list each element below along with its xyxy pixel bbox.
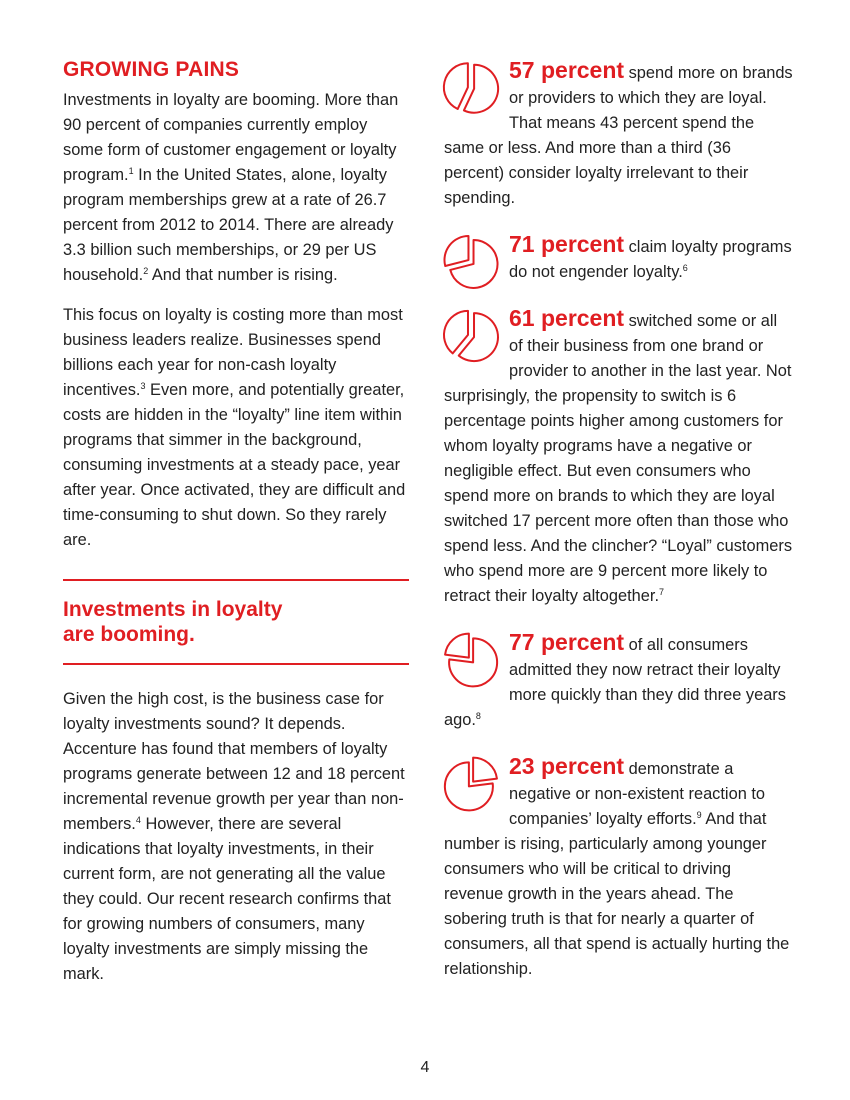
footnote-ref: 2 <box>143 266 149 276</box>
stat-text: spend more on brands or providers to which they are loyal. That means 43 percent spend the same or less. And more than a third (36 percent) consider loyalty irrelevant to their spending. <box>444 64 793 207</box>
text-run: In the United States, alone, loyalty program memberships grew at a rate of 26.7 percent from 2012 to 2014. There are already 3.3 billion such memberships, or 29 per US household. <box>63 166 394 284</box>
pie-slice-highlight <box>450 240 497 288</box>
stat-item <box>444 630 794 733</box>
pie-chart-icon <box>441 306 501 366</box>
footnote-ref: 8 <box>475 711 481 721</box>
right-column <box>444 58 794 1003</box>
left-column <box>63 58 409 1002</box>
pie-chart-icon <box>441 630 501 690</box>
section-heading: GROWING PAINS <box>63 58 240 81</box>
stat-item <box>444 306 794 609</box>
footnote-ref: 4 <box>135 815 141 825</box>
text-run: This focus on loyalty is costing more than most business leaders realize. Businesses spend billions each year for non-cash loyalty incentives. <box>63 306 403 399</box>
stat-number: 23 percent <box>509 753 625 779</box>
pie-chart-icon <box>441 754 501 814</box>
pullquote <box>63 597 409 647</box>
stat-number: 57 percent <box>509 57 625 83</box>
stat-text: switched some or all of their business from one brand or provider to another in the last year. Not surprisingly, the propensity to switch is 6 percentage points higher among customers for whom loyalty programs have a negative or negligible effect. But even consumers who spend more on brands to which they are loyal switched 17 percent more often than those who spend less. And the clincher? “Loyal” customers who spend more are 9 percent more likely to retract their loyalty altogether. <box>444 312 793 605</box>
page-number: 4 <box>420 1059 430 1076</box>
stat-number: 61 percent <box>509 305 625 331</box>
footnote-ref: 9 <box>696 810 702 820</box>
text-run: However, there are several indications that loyalty investments, in their current form, are not generating all the value they could. Our recent research confirms that for growing numbers of consumers, many loyalty investments are simply missing the mark. <box>63 815 391 983</box>
pie-slice-rest <box>444 236 468 266</box>
text-run: Investments in loyalty are booming. More than 90 percent of companies currently employ some form of customer engagement or loyalty program. <box>63 91 399 184</box>
stat-item <box>444 754 794 982</box>
stat-text: of all consumers admitted they now retract their loyalty more quickly than they did three years ago. <box>444 636 786 729</box>
cost-paragraph <box>63 303 409 553</box>
pie-slice-rest <box>445 762 493 810</box>
pullquote-line: Investments in loyalty <box>63 598 283 621</box>
pie-slice-highlight <box>449 638 497 686</box>
stat-text-after: And that number is rising, particularly among younger consumers who will be critical to driving revenue growth in the years ahead. The sobering truth is that for nearly a quarter of consumers, all that spend is actually hurting the relationship. <box>444 810 790 978</box>
pie-slice-rest <box>445 634 469 658</box>
intro-paragraph <box>63 88 409 288</box>
stat-text: demonstrate a negative or non-existent reaction to companies’ loyalty efforts. <box>509 760 766 828</box>
footnote-ref: 1 <box>128 166 134 176</box>
pullquote-line: are booming. <box>63 623 195 646</box>
pie-slice-rest <box>444 311 468 353</box>
footnote-ref: 7 <box>659 587 665 597</box>
text-run: Given the high cost, is the business case for loyalty investments sound? It depends. Accenture has found that members of loyalty programs generate between 12 and 18 percent incremental revenue growth per year than non-members. <box>63 690 405 833</box>
pie-slice-highlight <box>464 65 498 113</box>
pie-slice-highlight <box>459 313 498 361</box>
footnote-ref: 3 <box>140 381 146 391</box>
stat-item <box>444 58 794 211</box>
pullquote-top-rule <box>63 579 409 581</box>
text-run: And that number is rising. <box>148 266 338 284</box>
pie-chart-icon <box>441 232 501 292</box>
footnote-ref: 6 <box>682 263 688 273</box>
pie-slice-rest <box>444 63 468 109</box>
pullquote-bottom-rule <box>63 663 409 665</box>
pie-slice-highlight <box>473 758 497 782</box>
stat-number: 77 percent <box>509 629 625 655</box>
pie-chart-icon <box>441 58 501 118</box>
stat-number: 71 percent <box>509 231 625 257</box>
text-run: Even more, and potentially greater, costs are hidden in the “loyalty” line item within programs that simmer in the background, consuming investments at a steady pace, year after year. Once activated, they are difficult and time-consuming to shut down. So they rarely are. <box>63 381 406 549</box>
business-case-paragraph <box>63 687 409 987</box>
stat-item <box>444 232 794 285</box>
stat-text: claim loyalty programs do not engender loyalty. <box>509 238 792 281</box>
